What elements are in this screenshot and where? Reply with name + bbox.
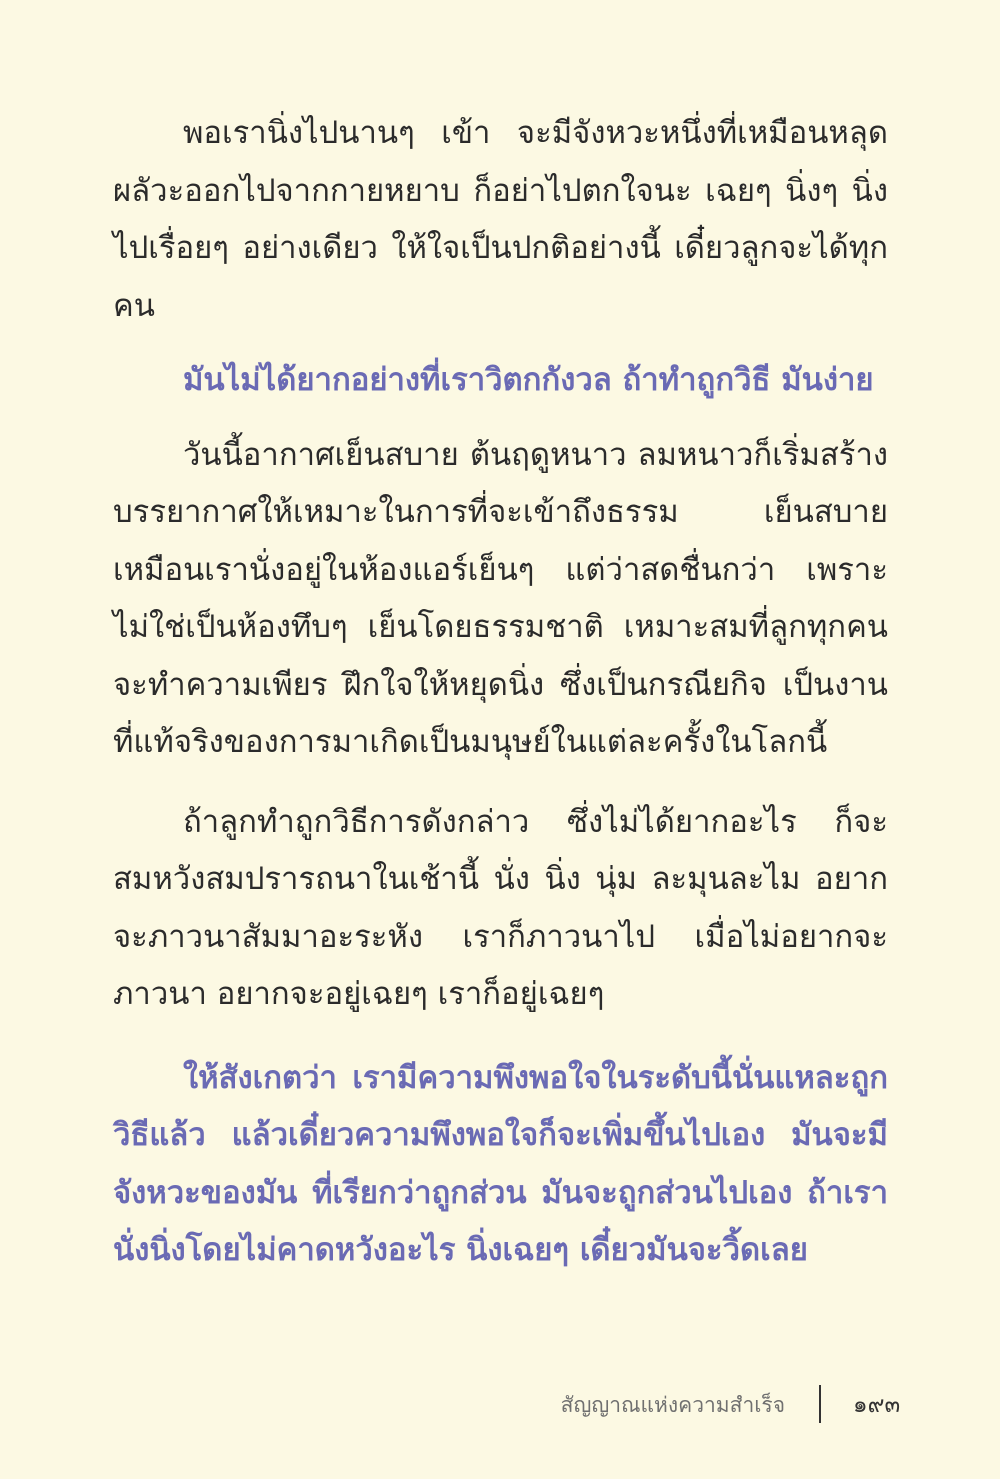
page-footer	[0, 1385, 1000, 1425]
book-title: สัญญาณแห่งความสำเร็จ	[560, 1393, 785, 1417]
highlight-paragraph-2: ให้สังเกตว่า เรามีความพึงพอใจในระดับนี้นั่นแหละถูกวิธีแล้ว แล้วเดี๋ยวความพึงพอใจก็จะเพิ่มขึ้นไปเอง มันจะมีจังหวะของมัน ที่เรียกว่าถูกส่วน มันจะถูกส่วนไปเอง ถ้าเรานั่งนิ่งโดยไม่คาดหวังอะไร นิ่งเฉยๆ เดี๋ยวมันจะวิ้ดเลย	[113, 1059, 888, 1268]
highlight-paragraph-1: มันไม่ได้ยากอย่างที่เราวิตกกังวล ถ้าทำถูกวิธี มันง่าย	[183, 362, 874, 398]
page-number: ๑๙๓	[853, 1392, 901, 1418]
page-body	[113, 105, 888, 1280]
paragraph-2: วันนี้อากาศเย็นสบาย ต้นฤดูหนาว ลมหนาวก็เริ่มสร้างบรรยากาศให้เหมาะในการที่จะเข้าถึงธรรม เย็นสบายเหมือนเรานั่งอยู่ในห้องแอร์เย็นๆ แต่ว่าสดชื่นกว่า เพราะไม่ใช่เป็นห้องทึบๆ เย็นโดยธรรมชาติ เหมาะสมที่ลูกทุกคนจะทำความเพียร ฝึกใจให้หยุดนิ่ง ซึ่งเป็นกรณียกิจ เป็นงานที่แท้จริงของการมาเกิดเป็นมนุษย์ในแต่ละครั้งในโลกนี้	[113, 436, 888, 760]
paragraph-1: พอเรานิ่งไปนานๆ เข้า จะมีจังหวะหนึ่งที่เหมือนหลุดผลัวะออกไปจากกายหยาบ ก็อย่าไปตกใจนะ เฉยๆ นิ่งๆ นิ่งไปเรื่อยๆ อย่างเดียว ให้ใจเป็นปกติอย่างนี้ เดี๋ยวลูกจะได้ทุกคน	[113, 115, 888, 324]
paragraph-3: ถ้าลูกทำถูกวิธีการดังกล่าว ซึ่งไม่ได้ยากอะไร ก็จะสมหวังสมปรารถนาในเช้านี้ นั่ง นิ่ง นุ่ม ละมุนละไม อยากจะภาวนาสัมมาอะระหัง เราก็ภาวนาไป เมื่อไม่อยากจะภาวนา อยากจะอยู่เฉยๆ เราก็อยู่เฉยๆ	[113, 803, 888, 1012]
footer-divider	[819, 1385, 821, 1423]
